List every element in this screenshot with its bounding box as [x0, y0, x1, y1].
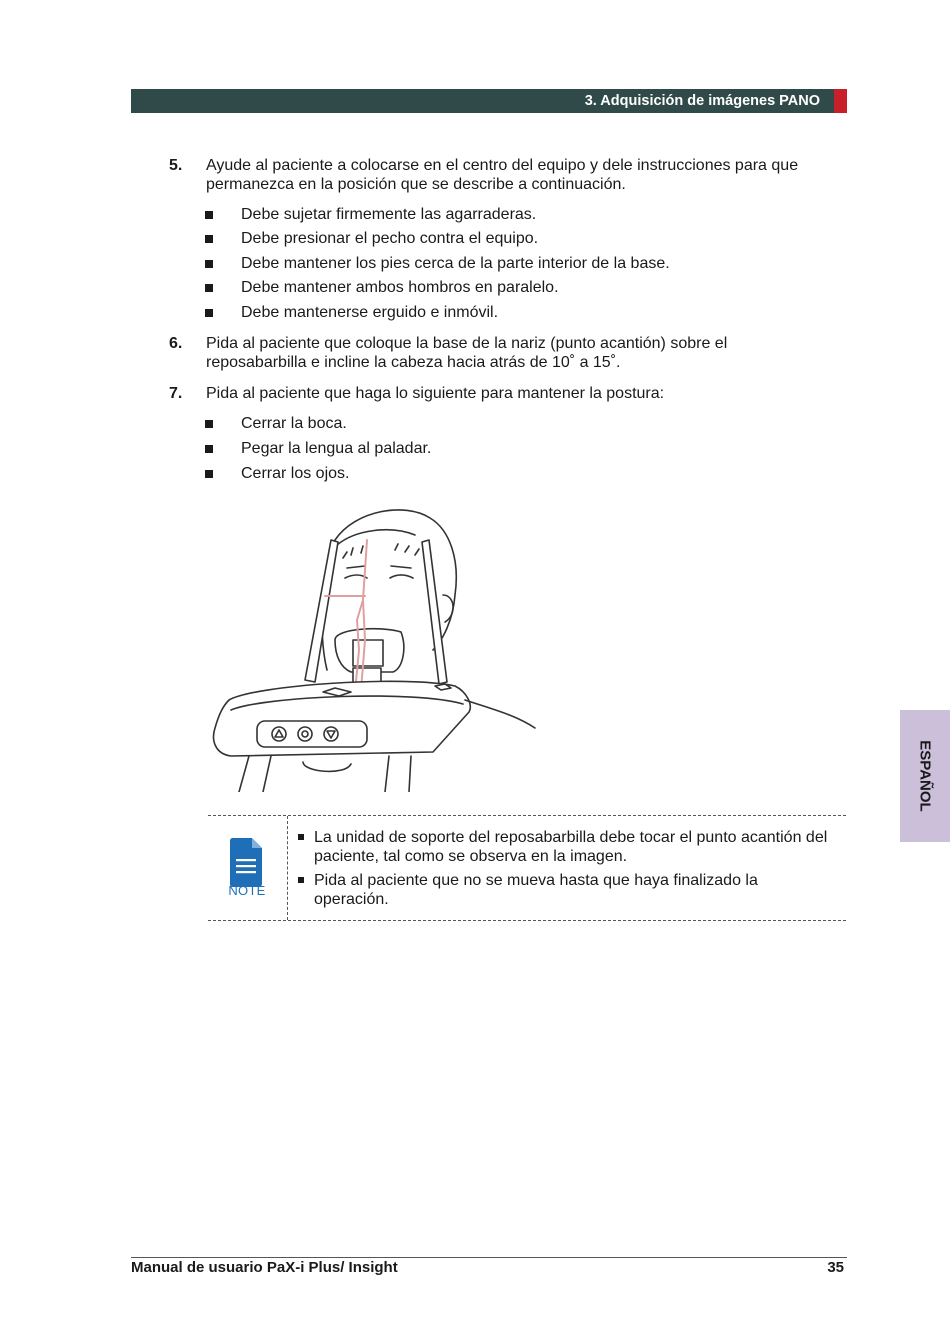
bullet-square-icon — [205, 235, 213, 243]
bullet-square-icon — [205, 309, 213, 317]
note-label: NOTE — [228, 883, 266, 898]
header-accent — [834, 89, 847, 113]
bullet-square-icon — [205, 445, 213, 453]
note-box: NOTE La unidad de soporte del reposabarbilla debe tocar el punto acantión del paciente, tal como se observa en la imagen. Pida al paciente que no se mueva hasta que haya finalizado la operación. — [208, 815, 846, 921]
bullet-square-icon — [298, 877, 304, 883]
bullet-square-icon — [298, 834, 304, 840]
section-title: 3. Adquisición de imágenes PANO — [584, 93, 820, 109]
language-tab-label: ESPAÑOL — [916, 740, 934, 812]
step-text: Ayude al paciente a colocarse en el centro del equipo y dele instrucciones para que permanezca en la posición que se describe a continuación. — [206, 157, 799, 193]
language-tab — [900, 710, 950, 842]
step-text: Pida al paciente que haga lo siguiente para mantener la postura: — [206, 385, 665, 402]
footer-divider — [131, 1257, 847, 1258]
note-divider — [287, 816, 288, 920]
bullet-square-icon — [205, 284, 213, 292]
step-number: 6. — [169, 335, 183, 352]
page-number: 35 — [827, 1259, 844, 1276]
step-number: 5. — [169, 157, 183, 174]
bullet-square-icon — [205, 420, 213, 428]
footer-manual-title: Manual de usuario PaX-i Plus/ Insight — [131, 1259, 398, 1276]
patient-chinrest-illustration — [205, 500, 545, 792]
bullet-square-icon — [205, 470, 213, 478]
bullet-square-icon — [205, 211, 213, 219]
step-number: 7. — [169, 385, 183, 402]
step-text: Pida al paciente que coloque la base de la nariz (punto acantión) sobre el reposabarbilla e incline la cabeza hacia atrás de 10˚ a 15˚. — [206, 335, 728, 371]
bullet-square-icon — [205, 260, 213, 268]
